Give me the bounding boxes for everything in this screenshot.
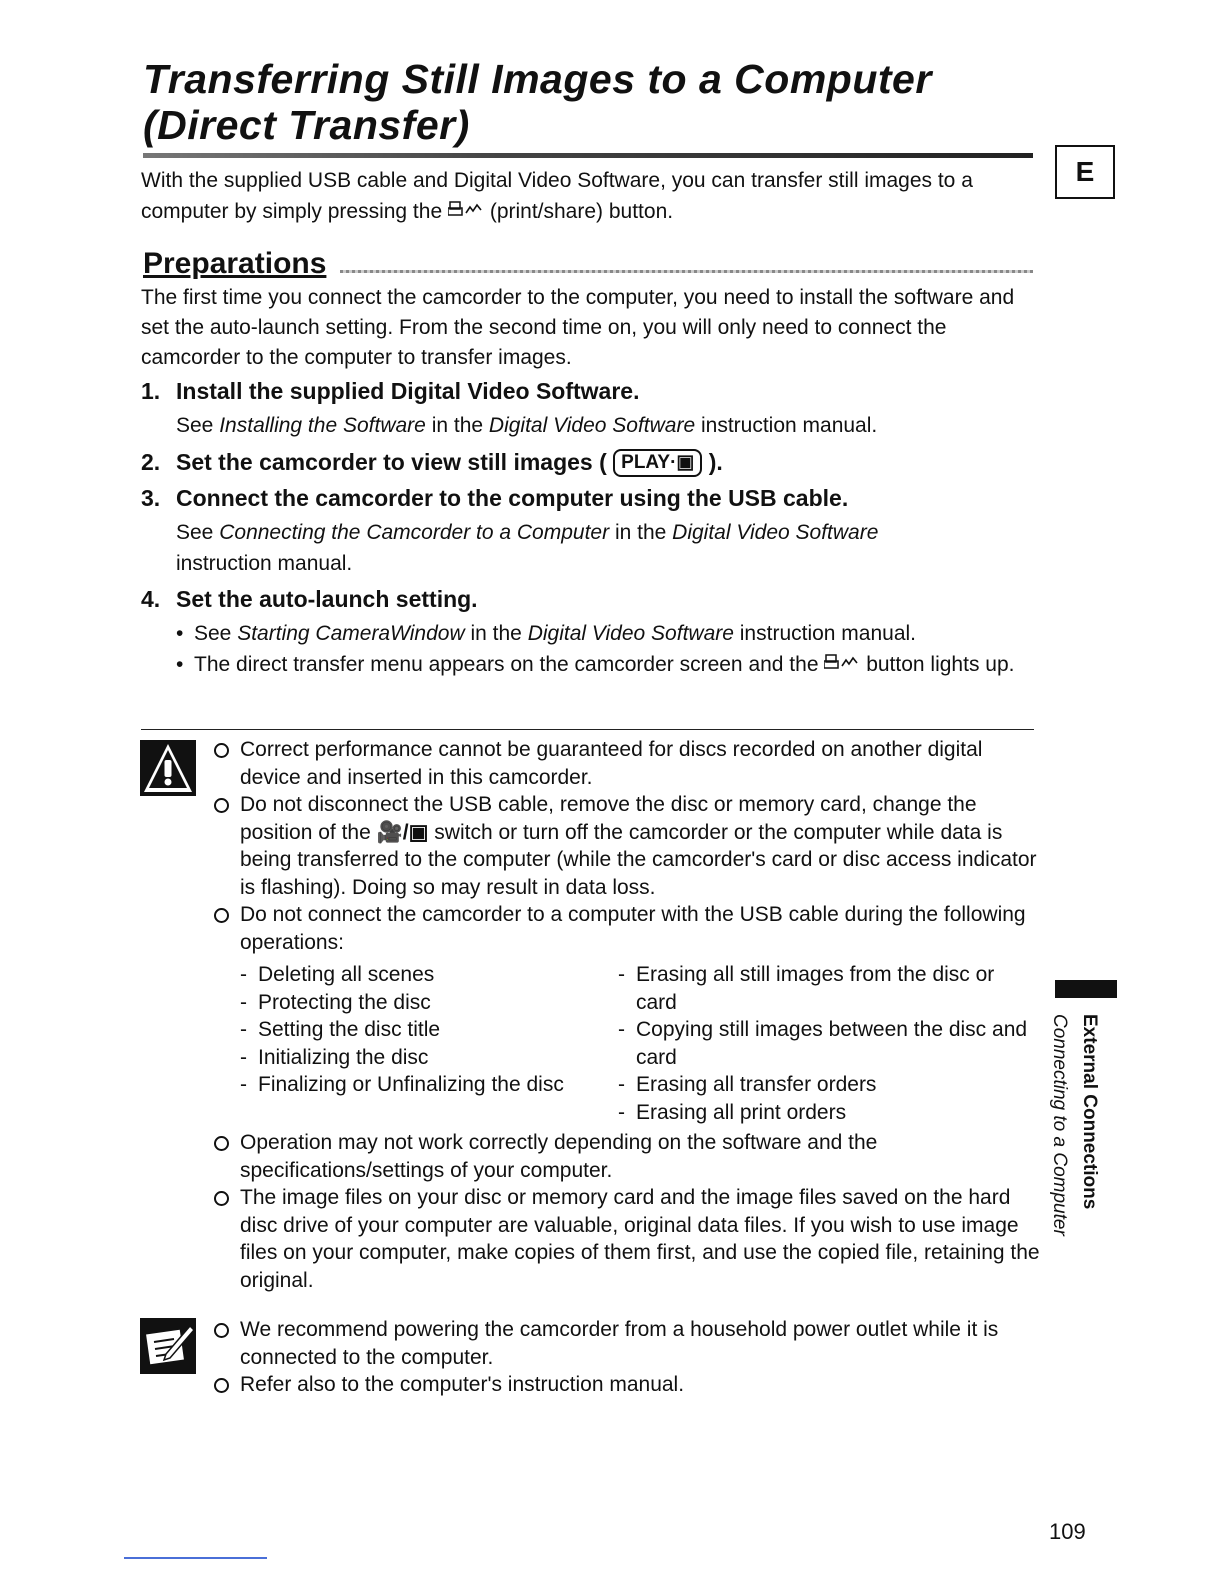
ref-text: See [176, 521, 214, 544]
ref-title: Installing the Software [219, 414, 426, 437]
ref-text: See [176, 414, 214, 437]
page-number: 109 [1049, 1519, 1086, 1544]
step-title: Install the supplied Digital Video Software. [176, 378, 640, 404]
caution-item [214, 791, 1044, 901]
step-2 [141, 447, 1041, 477]
sidebar-label [1040, 1014, 1104, 1274]
mode-switch-icon: 🎥/▣ [376, 820, 429, 844]
step-title: Set the camcorder to view still images ( [176, 449, 607, 475]
operation-item: - Finalizing or Unfinalizing the disc [240, 1071, 618, 1099]
ref-text: in the [431, 414, 484, 437]
operations-right [618, 961, 1038, 1126]
caution-text: Do not disconnect the USB cable, remove the disc or memory card, change the position of the [240, 793, 977, 844]
operations-columns [240, 961, 1044, 1126]
section-rule [340, 270, 1033, 273]
sidebar-subsection: Connecting to a Computer [1049, 1014, 1070, 1236]
step-title: Set the auto-launch setting. [176, 586, 478, 612]
ref-text: in the [470, 622, 522, 645]
step-number: 2. [141, 449, 161, 475]
step-reference [176, 517, 1041, 579]
step-reference [176, 410, 1041, 441]
preparations-body: The first time you connect the camcorder to the computer, you need to install the software and set the auto-launch setting. From the second time on, you will only need to connect the camcorder to the computer to transfer images. [141, 286, 1015, 369]
step-4 [141, 584, 1041, 680]
caution-list [214, 736, 1044, 1294]
step-bullets [176, 618, 1041, 680]
step-3 [141, 483, 1041, 579]
operation-item: - Initializing the disc [240, 1044, 618, 1072]
step-heading [141, 584, 1041, 614]
memo-pencil-icon [140, 1318, 196, 1374]
caution-text: Do not connect the camcorder to a computer with the USB cable during the following operations: [240, 903, 1026, 954]
step-title: Connect the camcorder to the computer using the USB cable. [176, 485, 849, 511]
print-share-icon [448, 196, 484, 227]
bullet-item [176, 618, 1041, 649]
memo-item: We recommend powering the camcorder from a household power outlet while it is connected to the computer. [214, 1316, 1044, 1371]
step-number: 4. [141, 586, 161, 612]
operation-item: - Erasing all transfer orders [618, 1071, 1038, 1099]
step-heading [141, 483, 1041, 513]
memo-item: Refer also to the computer's instruction manual. [214, 1371, 1044, 1399]
play-mode-badge: PLAY·▣ [613, 449, 702, 477]
memo-list [214, 1316, 1044, 1399]
ref-text: See [194, 622, 232, 645]
ref-manual: Digital Video Software [672, 521, 879, 544]
ref-title: Connecting the Camcorder to a Computer [219, 521, 610, 544]
sidebar-marker [1055, 980, 1117, 998]
operation-item: - Setting the disc title [240, 1016, 618, 1044]
operations-left [240, 961, 618, 1126]
operation-item: - Deleting all scenes [240, 961, 618, 989]
caution-item [214, 901, 1044, 1126]
ref-manual: Digital Video Software [527, 622, 734, 645]
language-tab: E [1055, 145, 1115, 199]
bullet-item [176, 649, 1041, 680]
ref-title: Starting CameraWindow [237, 622, 465, 645]
sidebar-section: External Connections [1079, 1014, 1100, 1210]
print-share-icon [824, 649, 860, 680]
page-title: Transferring Still Images to a Computer (Direct Transfer) [143, 56, 932, 148]
operation-item: - Erasing all still images from the disc or card [618, 961, 1038, 1016]
caution-item: Operation may not work correctly depending on the software and the specifications/settings of your computer. [214, 1129, 1044, 1184]
ref-text: instruction manual. [176, 552, 353, 575]
caution-text: switch or turn off the camcorder or the computer while data is being transferred to the computer (while the camcorder's card or disc access indicator is flashing). Doing so may result in data loss. [240, 820, 1037, 899]
bullet-text: button lights up. [866, 653, 1015, 676]
step-number: 1. [141, 378, 161, 404]
operation-item: - Erasing all print orders [618, 1099, 1038, 1127]
intro-text-end: (print/share) button. [489, 200, 674, 223]
operation-item: - Protecting the disc [240, 989, 618, 1017]
step-heading [141, 376, 1041, 406]
notes-divider [141, 729, 1034, 730]
title-rule [143, 153, 1033, 158]
ref-text: instruction manual. [700, 414, 878, 437]
caution-item: The image files on your disc or memory card and the image files saved on the hard disc drive of your computer are valuable, original data files. If you wish to use image files on your computer, make copies of them first, and use the copied file, retaining the original. [214, 1184, 1044, 1294]
ref-manual: Digital Video Software [488, 414, 696, 437]
step-number: 3. [141, 485, 161, 511]
step-heading [141, 447, 1041, 477]
operation-item: - Copying still images between the disc and card [618, 1016, 1038, 1071]
step-title-end: ). [708, 449, 723, 475]
step-1 [141, 376, 1041, 441]
caution-icon [140, 740, 196, 796]
section-title-preparations: Preparations [143, 247, 327, 280]
ref-text: in the [614, 521, 667, 544]
ref-text: instruction manual. [739, 622, 917, 645]
bullet-text: The direct transfer menu appears on the camcorder screen and the [194, 653, 819, 676]
intro-paragraph [141, 165, 1041, 227]
caution-item: Correct performance cannot be guaranteed for discs recorded on another digital device and inserted in this camcorder. [214, 736, 1044, 791]
intro-text: With the supplied USB cable and Digital Video Software, you can transfer still images to a computer by simply pressing the [141, 169, 973, 223]
footer-rule [124, 1557, 267, 1559]
